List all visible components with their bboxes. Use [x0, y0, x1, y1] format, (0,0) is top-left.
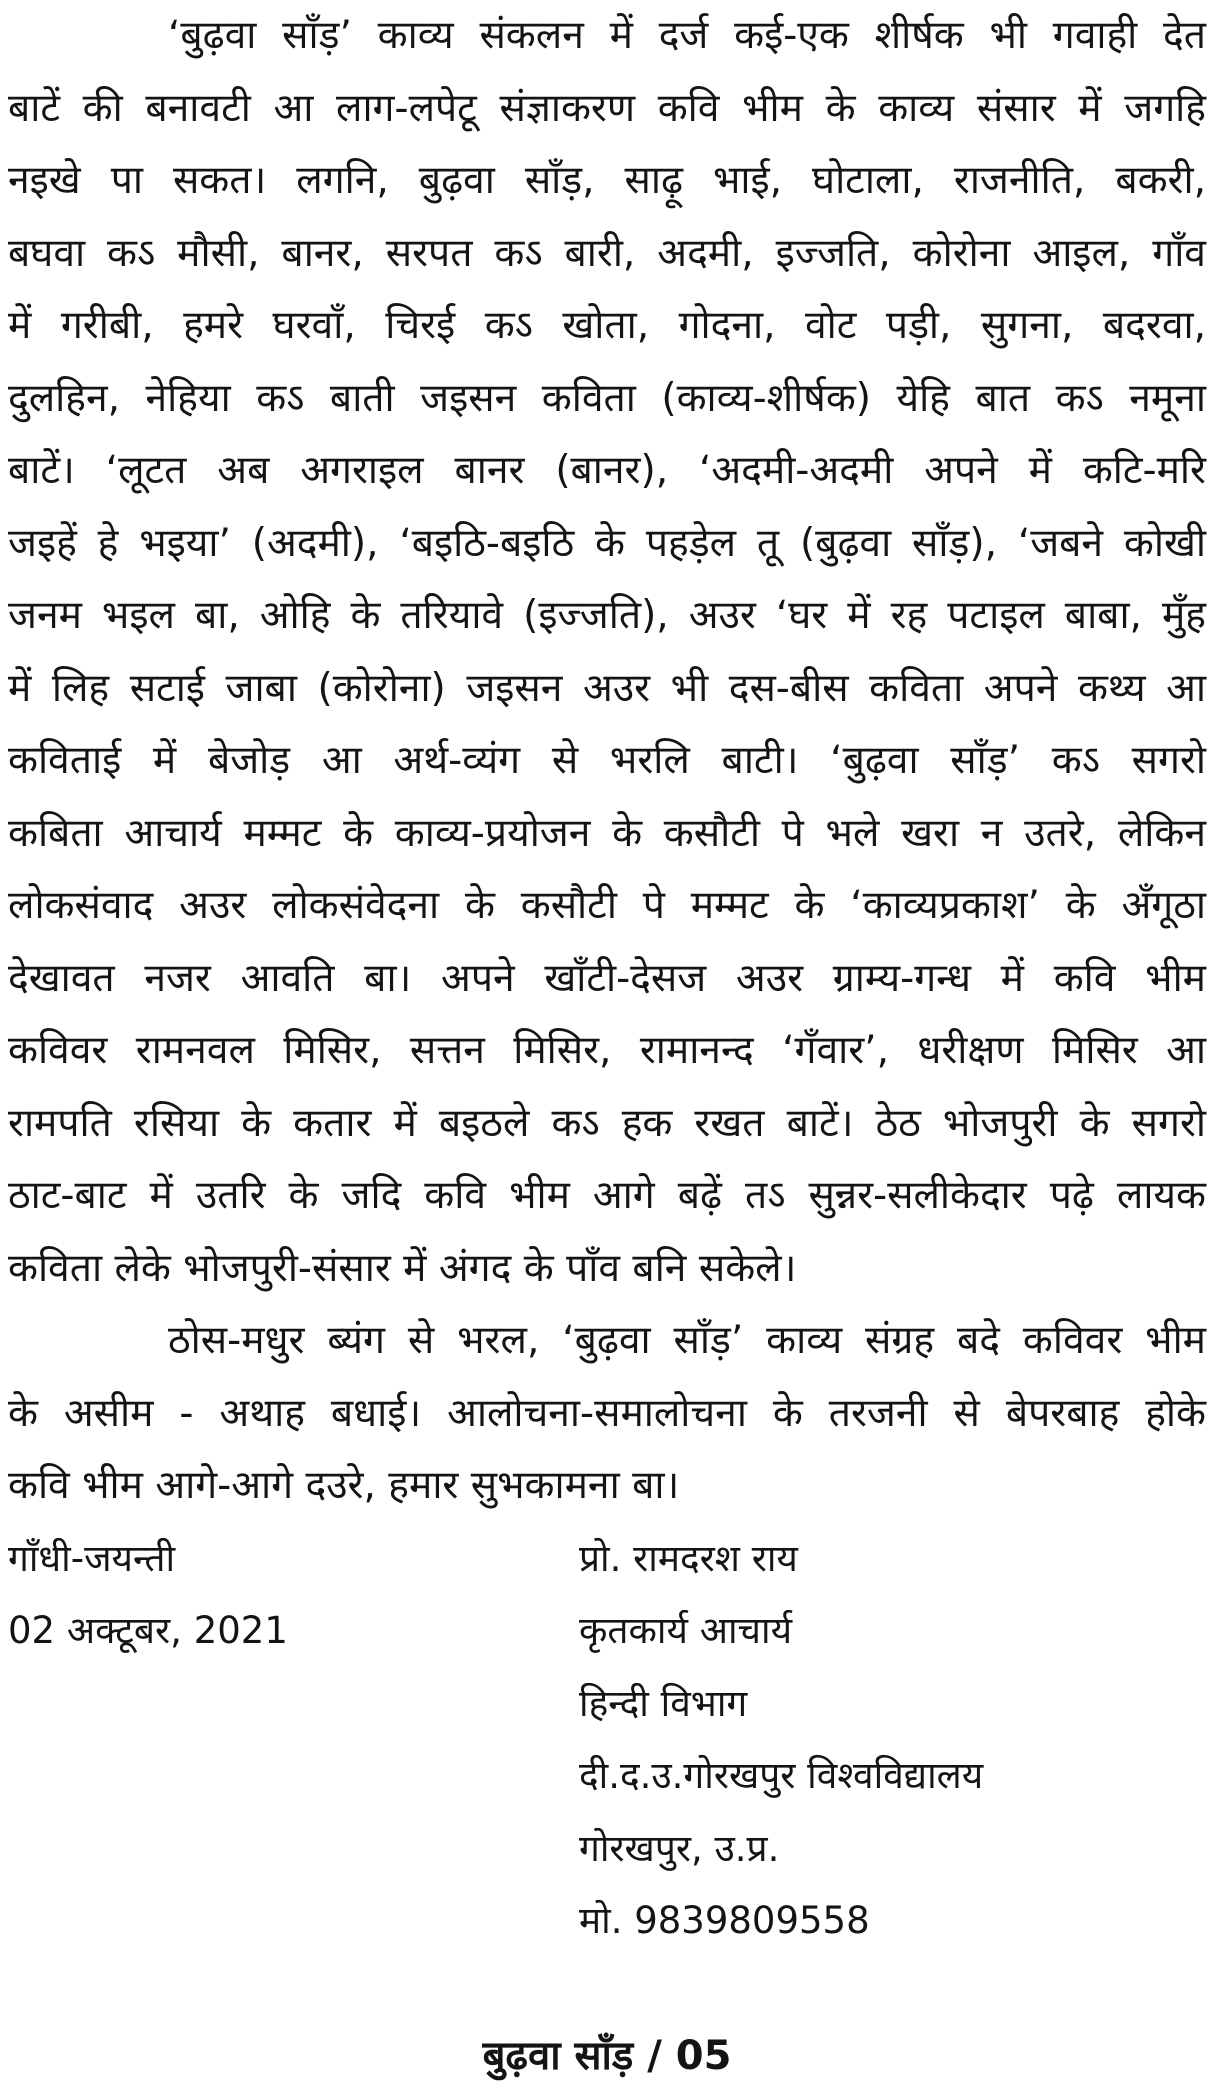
- paragraph-line: कवि भीम आगे-आगे दउरे, हमार सुभकामना बा।: [8, 1463, 680, 1508]
- paragraph-line: कबिता आचार्य मम्मट के काव्य-प्रयोजन के कसौटी पे भले खरा न उतरे, लेकिन: [8, 810, 1206, 856]
- paragraph-line: जइहें हे भइया’ (अदमी), ‘बइठि-बइठि के पहड़ेल तू (बुढ़वा साँड़), ‘जबने कोखी: [8, 520, 1206, 566]
- paragraph-line: के असीम - अथाह बधाई। आलोचना-समालोचना के तरजनी से बेपरबाह होके: [8, 1390, 1206, 1436]
- signature-city: गोरखपुर, उ.प्र.: [579, 1826, 780, 1870]
- signature-date: 02 अक्टूबर, 2021: [8, 1609, 288, 1652]
- signature-place: गाँधी-जयन्ती: [8, 1536, 176, 1580]
- signature-mobile: मो. 9839809558: [579, 1899, 870, 1942]
- signature-row: [8, 1740, 1206, 1813]
- signature-row: [8, 1523, 1206, 1596]
- paragraph-line: कविता लेके भोजपुरी-संसार में अंगद के पाँव बनि सकेले।: [8, 1245, 797, 1291]
- paragraph-line: कविताई में बेजोड़ आ अर्थ-व्यंग से भरलि बाटी। ‘बुढ़वा साँड़’ कऽ सगरो: [8, 738, 1206, 783]
- paragraph-line: नइखे पा सकत। लगनि, बुढ़वा साँड़, साढ़ू भाई, घोटाला, राजनीति, बकरी,: [8, 158, 1206, 203]
- document-page: [8, 0, 1206, 1958]
- paragraph-line: बाटें की बनावटी आ लाग-लपेटू संज्ञाकरण कवि भीम के काव्य संसार में जगहि: [8, 85, 1206, 131]
- paragraph-line: कविवर रामनवल मिसिर, सत्तन मिसिर, रामानन्द ‘गँवार’, धरीक्षण मिसिर आ: [8, 1028, 1206, 1073]
- paragraph-line: ठोस-मधुर ब्यंग से भरल, ‘बुढ़वा साँड़’ काव्य संग्रह बदे कविवर भीम: [168, 1318, 1206, 1363]
- paragraph-line: जनम भइल बा, ओहि के तरियावे (इज्जति), अउर ‘घर में रह पटाइल बाबा, मुँह: [8, 593, 1206, 638]
- signature-department: हिन्दी विभाग: [579, 1681, 748, 1725]
- paragraph-line: बघवा कऽ मौसी, बानर, सरपत कऽ बारी, अदमी, इज्जति, कोरोना आइल, गाँव: [8, 230, 1206, 276]
- paragraph-line: बाटें। ‘लूटत अब अगराइल बानर (बानर), ‘अदमी-अदमी अपने में कटि-मरि: [8, 448, 1206, 493]
- signature-row: [8, 1668, 1206, 1741]
- paragraph-line: में लिह सटाई जाबा (कोरोना) जइसन अउर भी दस-बीस कविता अपने कथ्य आ: [8, 665, 1206, 711]
- paragraph-line: में गरीबी, हमरे घरवाँ, चिरई कऽ खोता, गोदना, वोट पड़ी, सुगना, बदरवा,: [8, 303, 1206, 348]
- paragraph-line: देखावत नजर आवति बा। अपने खाँटी-देसज अउर ग्राम्य-गन्ध में कवि भीम: [8, 955, 1206, 1001]
- signature-title: कृतकार्य आचार्य: [579, 1609, 793, 1652]
- signature-row: [8, 1885, 1206, 1958]
- paragraph-line: रामपति रसिया के कतार में बइठले कऽ हक रखत बाटें। ठेठ भोजपुरी के सगरो: [8, 1100, 1206, 1146]
- paragraph-line: ठाट-बाट में उतरि के जदि कवि भीम आगे बढ़ें तऽ सुन्नर-सलीकेदार पढ़े लायक: [8, 1173, 1206, 1218]
- signature-university: दी.द.उ.गोरखपुर विश्वविद्यालय: [579, 1754, 984, 1797]
- paragraph-line: लोकसंवाद अउर लोकसंवेदना के कसौटी पे मम्मट के ‘काव्यप्रकाश’ के अँगूठा: [8, 883, 1206, 928]
- page-footer: बुढ़वा साँड़ / 05: [482, 2033, 732, 2079]
- paragraph-line: ‘बुढ़वा साँड़’ काव्य संकलन में दर्ज कई-एक शीर्षक भी गवाही देत: [168, 13, 1206, 58]
- signature-name: प्रो. रामदरश राय: [579, 1536, 798, 1580]
- paragraph-line: दुलहिन, नेहिया कऽ बाती जइसन कविता (काव्य-शीर्षक) येहि बात कऽ नमूना: [8, 375, 1206, 421]
- signature-row: [8, 1813, 1206, 1886]
- signature-row: [8, 1595, 1206, 1668]
